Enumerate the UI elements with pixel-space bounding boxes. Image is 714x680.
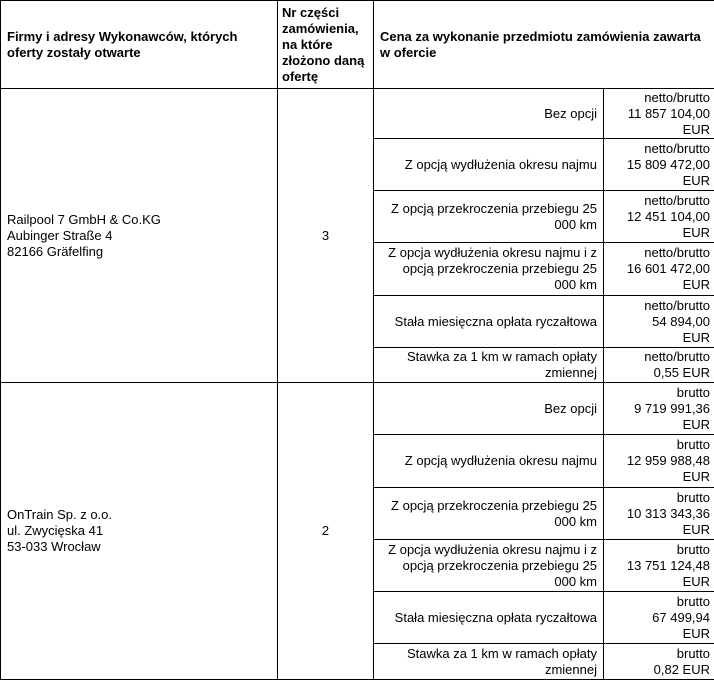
option-label: Bez opcji <box>374 89 604 139</box>
price-cell <box>604 243 714 296</box>
price-amount: 12 959 988,48 <box>608 453 710 469</box>
table-row <box>1 383 714 435</box>
price-currency: EUR <box>608 626 710 642</box>
price-cell <box>604 488 714 540</box>
price-amount: 54 894,00 <box>608 314 710 330</box>
price-currency: EUR <box>608 574 710 590</box>
option-label: Z opcją wydłużenia okresu najmu <box>374 435 604 488</box>
price-cell <box>604 296 714 348</box>
firm-street: ul. Zwycięska 41 <box>7 523 103 538</box>
price-amount: 0,55 EUR <box>608 365 710 381</box>
price-type: netto/brutto <box>608 193 710 209</box>
price-type: netto/brutto <box>608 298 710 314</box>
option-label: Bez opcji <box>374 383 604 435</box>
price-currency: EUR <box>608 277 710 293</box>
price-cell <box>604 89 714 139</box>
price-amount: 67 499,94 <box>608 610 710 626</box>
part-number-cell: 3 <box>278 89 374 383</box>
price-type: brutto <box>608 594 710 610</box>
option-label: Stawka za 1 km w ramach opłaty zmiennej <box>374 348 604 383</box>
option-label: Stawka za 1 km w ramach opłaty zmiennej <box>374 644 604 680</box>
header-part-number: Nr części zamówienia, na które złożono daną ofertę <box>278 1 374 89</box>
firm-name: Railpool 7 GmbH & Co.KG <box>7 212 161 227</box>
price-cell <box>604 383 714 435</box>
header-firm: Firmy i adresy Wykonawców, których oferty zostały otwarte <box>1 1 278 89</box>
firm-cell <box>1 89 278 383</box>
table-row <box>1 89 714 139</box>
price-currency: EUR <box>608 225 710 241</box>
price-currency: EUR <box>608 522 710 538</box>
price-type: brutto <box>608 437 710 453</box>
firm-name: OnTrain Sp. z o.o. <box>7 507 112 522</box>
price-type: brutto <box>608 490 710 506</box>
price-cell <box>604 139 714 191</box>
option-label: Z opcja wydłużenia okresu najmu i z opcją przekroczenia przebiegu 25 000 km <box>374 243 604 296</box>
price-cell <box>604 592 714 644</box>
price-type: brutto <box>608 542 710 558</box>
price-amount: 9 719 991,36 <box>608 401 710 417</box>
price-currency: EUR <box>608 330 710 346</box>
price-currency: EUR <box>608 417 710 433</box>
price-amount: 0,82 EUR <box>608 662 710 678</box>
price-cell <box>604 540 714 592</box>
price-amount: 10 313 343,36 <box>608 506 710 522</box>
firm-city: 53-033 Wrocław <box>7 539 101 554</box>
price-currency: EUR <box>608 469 710 485</box>
price-cell <box>604 348 714 383</box>
header-row <box>1 1 714 89</box>
price-cell <box>604 435 714 488</box>
price-amount: 15 809 472,00 <box>608 157 710 173</box>
price-cell <box>604 191 714 243</box>
part-number-cell: 2 <box>278 383 374 680</box>
price-amount: 16 601 472,00 <box>608 261 710 277</box>
price-type: netto/brutto <box>608 90 710 106</box>
price-amount: 13 751 124,48 <box>608 558 710 574</box>
price-type: netto/brutto <box>608 245 710 261</box>
price-type: brutto <box>608 385 710 401</box>
option-label: Z opcją przekroczenia przebiegu 25 000 km <box>374 488 604 540</box>
price-type: netto/brutto <box>608 349 710 365</box>
price-currency: EUR <box>608 173 710 189</box>
option-label: Z opcja wydłużenia okresu najmu i z opcją przekroczenia przebiegu 25 000 km <box>374 540 604 592</box>
option-label: Stała miesięczna opłata ryczałtowa <box>374 296 604 348</box>
option-label: Z opcją wydłużenia okresu najmu <box>374 139 604 191</box>
price-type: brutto <box>608 646 710 662</box>
price-cell <box>604 644 714 680</box>
firm-city: 82166 Gräfelfing <box>7 244 103 259</box>
header-price: Cena za wykonanie przedmiotu zamówienia zawarta w ofercie <box>374 1 714 89</box>
option-label: Z opcją przekroczenia przebiegu 25 000 km <box>374 191 604 243</box>
firm-cell <box>1 383 278 680</box>
price-amount: 12 451 104,00 <box>608 209 710 225</box>
option-label: Stała miesięczna opłata ryczałtowa <box>374 592 604 644</box>
firm-street: Aubinger Straße 4 <box>7 228 113 243</box>
price-type: netto/brutto <box>608 141 710 157</box>
price-amount: 11 857 104,00 <box>608 106 710 122</box>
price-currency: EUR <box>608 122 710 138</box>
